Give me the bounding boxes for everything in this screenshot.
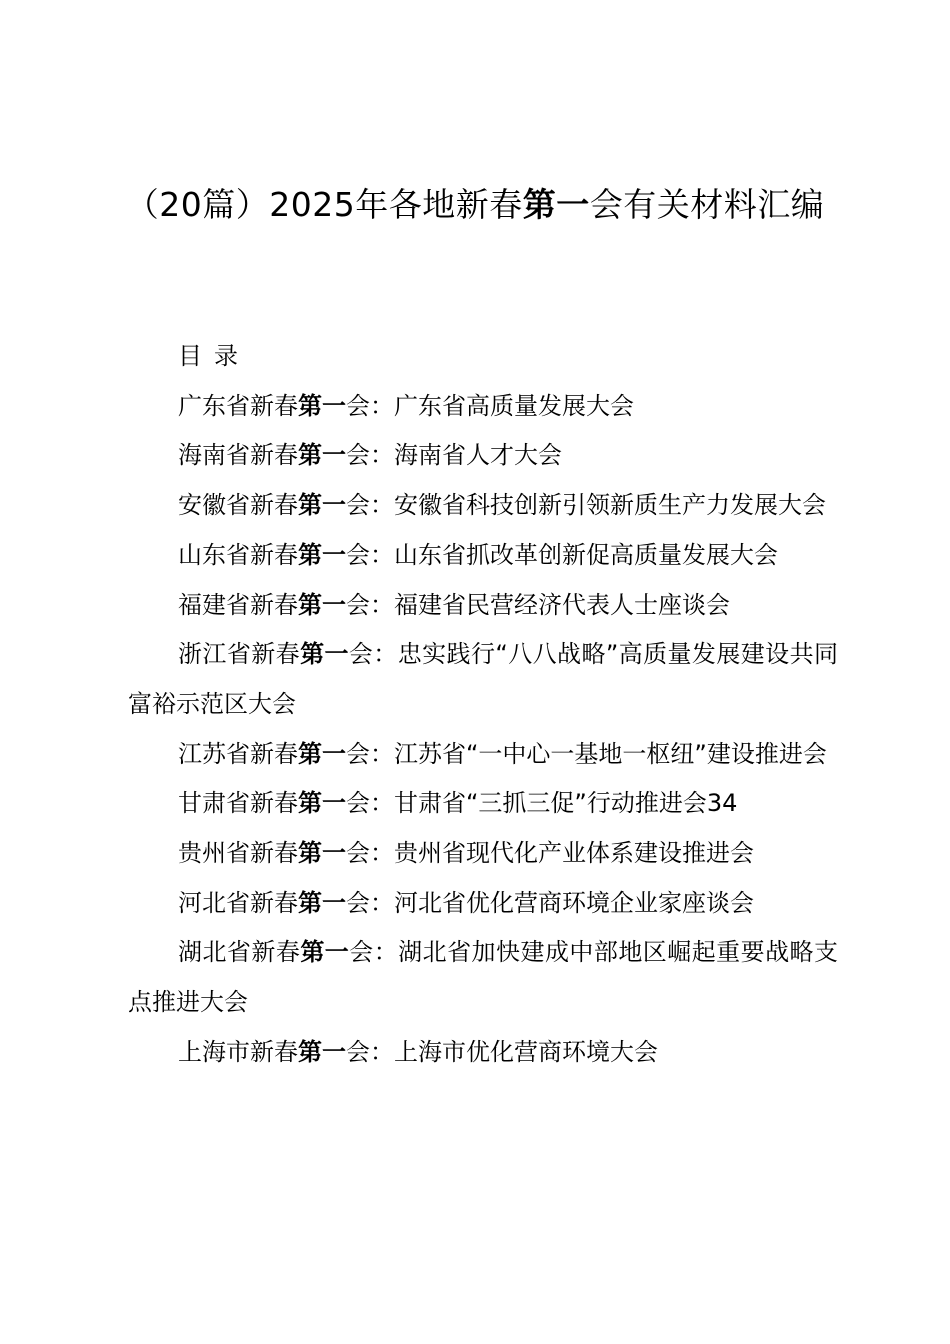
entry-bold: 第一 (298, 590, 346, 619)
entry-region: 福建省新春 (178, 590, 298, 619)
entry-rest: 会：海南省人才大会 (346, 441, 562, 470)
entry-bold: 第一 (300, 640, 349, 669)
entry-region: 河北省新春 (178, 888, 298, 917)
entry-region: 贵州省新春 (178, 839, 298, 868)
entry-region: 浙江省新春 (178, 640, 301, 669)
entry-rest: 会：安徽省科技创新引领新质生产力发展大会 (346, 491, 826, 520)
entry-rest: 会：山东省抓改革创新促高质量发展大会 (346, 540, 778, 569)
toc-entry (128, 879, 838, 929)
toc-entry (128, 581, 838, 631)
title-text-start: （20篇）2025年各地新春 (125, 185, 523, 224)
entry-rest: 会：河北省优化营商环境企业家座谈会 (346, 888, 754, 917)
entry-bold: 第一 (298, 888, 346, 917)
toc-entry (128, 630, 838, 729)
entry-rest: 会：广东省高质量发展大会 (346, 391, 634, 420)
toc-entry (128, 730, 838, 780)
entry-rest: 会：湖北省加快建成中部地区崛起重要战略支点推进大会 (128, 938, 839, 1017)
toc-entry (128, 481, 838, 531)
entry-bold: 第一 (298, 391, 346, 420)
toc-entry (128, 1028, 838, 1078)
entry-bold: 第一 (298, 839, 346, 868)
entry-rest: 会：贵州省现代化产业体系建设推进会 (346, 839, 754, 868)
entry-rest: 会：上海市优化营商环境大会 (346, 1037, 658, 1066)
entry-bold: 第一 (298, 441, 346, 470)
entry-region: 广东省新春 (178, 391, 298, 420)
entry-region: 安徽省新春 (178, 491, 298, 520)
entry-rest: 会：忠实践行“八八战略”高质量发展建设共同富裕示范区大会 (128, 640, 838, 718)
entry-bold: 第一 (298, 491, 346, 520)
title-text-end: 会有关材料汇编 (589, 185, 825, 224)
entry-region: 湖北省新春 (178, 938, 301, 967)
entry-bold: 第一 (300, 938, 350, 967)
entry-region: 山东省新春 (178, 540, 298, 569)
toc-entry (128, 531, 838, 581)
entry-region: 海南省新春 (178, 441, 298, 470)
toc-entry (128, 779, 838, 829)
toc-heading: 目录 (178, 342, 250, 370)
title-bold-text: 第一 (522, 185, 590, 224)
entry-rest: 会：甘肃省“三抓三促”行动推进会34 (346, 789, 738, 818)
toc-entry (128, 928, 838, 1027)
toc-entry (128, 431, 838, 481)
toc-entry (128, 829, 838, 879)
toc-entry (128, 382, 838, 432)
entry-bold: 第一 (298, 540, 346, 569)
table-of-contents (128, 332, 838, 1078)
entry-bold: 第一 (298, 789, 346, 818)
entry-region: 上海市新春 (178, 1037, 298, 1066)
entry-rest: 会：福建省民营经济代表人士座谈会 (346, 590, 730, 619)
entry-region: 甘肃省新春 (178, 789, 298, 818)
entry-region: 江苏省新春 (178, 739, 298, 768)
entry-rest: 会：江苏省“一中心一基地一枢纽”建设推进会 (346, 739, 827, 768)
entry-bold: 第一 (298, 739, 346, 768)
entry-bold: 第一 (298, 1037, 346, 1066)
document-title (120, 178, 830, 231)
